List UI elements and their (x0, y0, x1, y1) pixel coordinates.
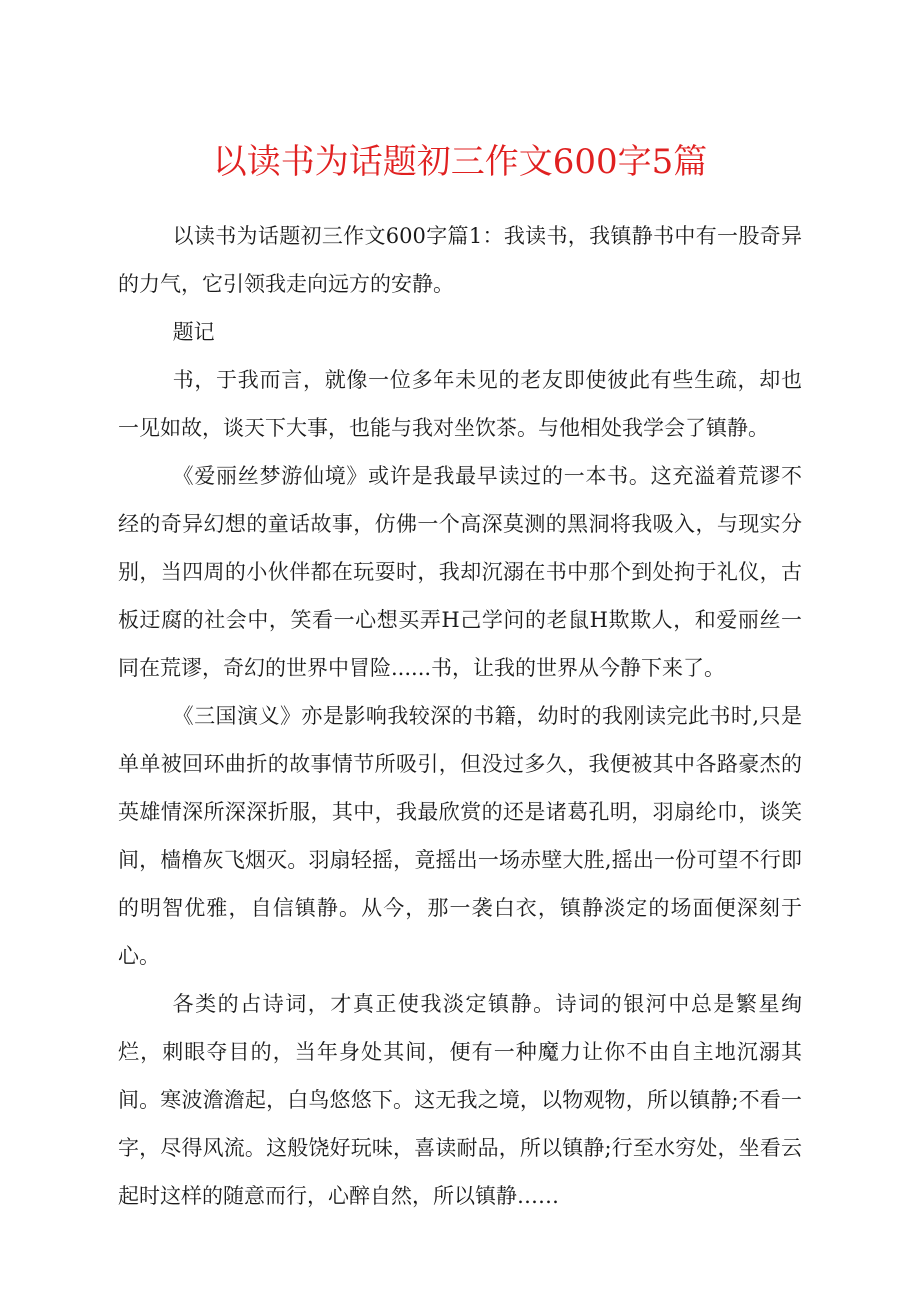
paragraph-6: 各类的占诗词，才真正使我淡定镇静。诗词的银河中总是繁星绚烂，刺眼夺目的，当年身处其间，便有一种魔力让你不由自主地沉溺其间。寒波澹澹起，白鸟悠悠下。这无我之境，以物观物，所以镇静;不看一字，尽得风流。这般饶好玩味，喜读耐品，所以镇静;行至水穷处，坐看云起时这样的随意而行，心醉自然，所以镇静…… (118, 992, 802, 1208)
paragraph-4: 《爱丽丝梦游仙境》或许是我最早读过的一本书。这充溢着荒谬不经的奇异幻想的童话故事，仿佛一个高深莫测的黑洞将我吸入，与现实分别，当四周的小伙伴都在玩耍时，我却沉溺在书中那个到处拘于礼仪，古板迂腐的社会中，笑看一心想买弄H己学问的老鼠H欺欺人，和爱丽丝一同在荒谬，奇幻的世界中冒险......书，让我的世界从今静下来了。 (118, 464, 802, 680)
document-body (118, 212, 802, 1220)
paragraph-1: 以读书为话题初三作文600字篇1：我读书，我镇静书中有一股奇异的力气，它引领我走向远方的安静。 (118, 224, 802, 296)
paragraph-3: 书，于我而言，就像一位多年未见的老友即使彼此有些生疏，却也一见如故，谈天下大事，也能与我对坐饮茶。与他相处我学会了镇静。 (118, 368, 802, 440)
paragraph-5: 《三国演义》亦是影响我较深的书籍，幼时的我刚读完此书时,只是单单被回环曲折的故事情节所吸引，但没过多久，我便被其中各路豪杰的英雄情深所深深折服，其中，我最欣赏的还是诸葛孔明，羽扇纶巾，谈笑间，樯橹灰飞烟灭。羽扇轻摇，竟摇出一场赤壁大胜,摇出一份可望不行即的明智优雅，自信镇静。从今，那一袭白衣，镇静淡定的场面便深刻于心。 (118, 704, 802, 968)
document-title: 以读书为话题初三作文600字5篇 (212, 142, 708, 182)
paragraph-2: 题记 (172, 320, 215, 344)
